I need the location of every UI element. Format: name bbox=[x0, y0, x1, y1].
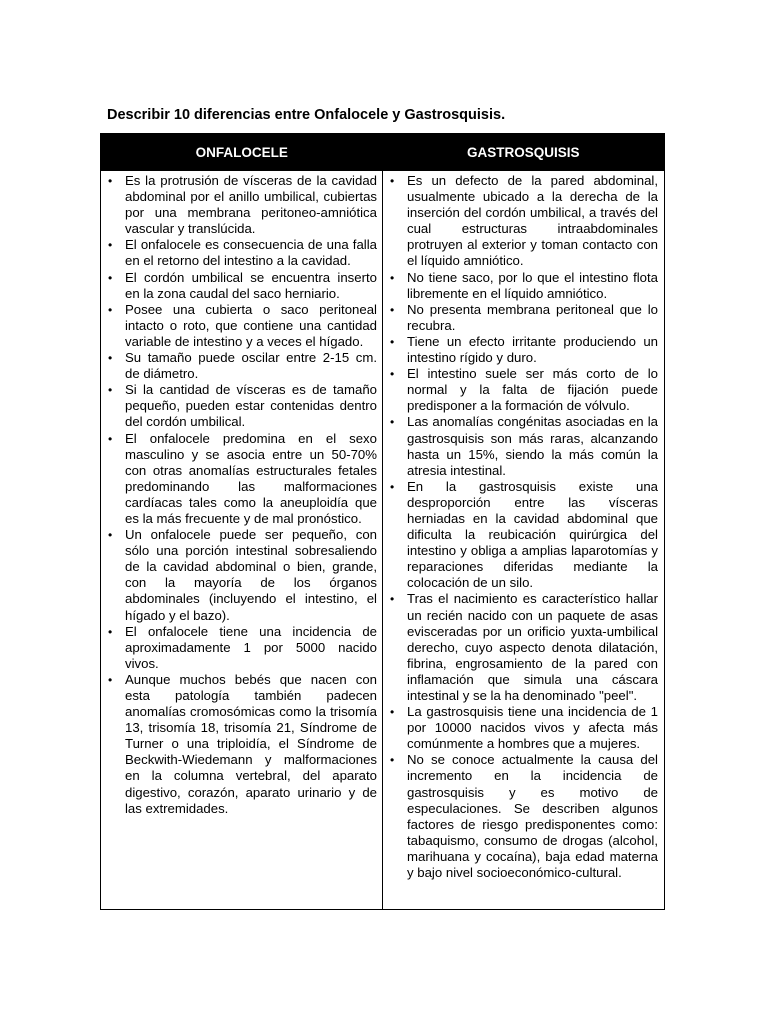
list-item: • No tiene saco, por lo que el intestino flota libremente en el líquido amniótico. bbox=[386, 270, 658, 302]
header-onfalocele: ONFALOCELE bbox=[195, 145, 288, 160]
list-item: • Es un defecto de la pared abdominal, usualmente ubicado a la derecha de la inserción del cordón umbilical, a través del cual estructuras intraabdominales protruyen al exterior y toman contacto con el líquido amniótico. bbox=[386, 173, 658, 270]
list-item: • El onfalocele es consecuencia de una falla en el retorno del intestino a la cavidad. bbox=[104, 237, 377, 269]
list-item: • En la gastrosquisis existe una desproporción entre las vísceras herniadas en la cavidad abdominal que dificulta la reubicación quirúrgica del intestino y obliga a amplias laparotomías y reparaciones diferidas mediante la colocación de un silo. bbox=[386, 479, 658, 592]
list-item: • Aunque muchos bebés que nacen con esta patología también padecen anomalías cromosómicas como la trisomía 13, trisomía 18, trisomía 21, Síndrome de Turner o una triploidía, el Síndrome de Beckwith-Wiedemann y malformaciones en la columna vertebral, del aparato digestivo, corazón, aparato urinario y de las extremidades. bbox=[104, 672, 377, 817]
list-item: • No se conoce actualmente la causa del incremento en la incidencia de gastrosquisis y es motivo de especulaciones. Se describen algunos factores de riesgo predisponentes como: tabaquismo, consumo de drogas (alcohol, marihuana y cocaína), baja edad materna y bajo nivel socioeconómico-cultural. bbox=[386, 752, 658, 881]
comparison-table bbox=[100, 133, 665, 910]
list-item: • Tras el nacimiento es característico hallar un recién nacido con un paquete de asas evisceradas por un orificio yuxta-umbilical derecho, cuyo aspecto denota dilatación, fibrina, engrosamiento de la pared con inflamación que simula una cáscara intestinal y se la ha denominado "peel". bbox=[386, 591, 658, 704]
table-body bbox=[101, 171, 664, 909]
list-item: • El cordón umbilical se encuentra inserto en la zona caudal del saco herniario. bbox=[104, 270, 377, 302]
list-item: • Tiene un efecto irritante produciendo un intestino rígido y duro. bbox=[386, 334, 658, 366]
onfalocele-column bbox=[101, 171, 383, 909]
list-item: • Es la protrusión de vísceras de la cavidad abdominal por el anillo umbilical, cubiertas por una membrana peritoneo-amniótica vascular y translúcida. bbox=[104, 173, 377, 237]
list-item: • Un onfalocele puede ser pequeño, con sólo una porción intestinal sobresaliendo de la cavidad abdominal o bien, grande, con la mayoría de los órganos abdominales (incluyendo el intestino, el hígado y el bazo). bbox=[104, 527, 377, 624]
list-item: • El intestino suele ser más corto de lo normal y la falta de fijación puede predisponer a la formación de vólvulo. bbox=[386, 366, 658, 414]
list-item: • El onfalocele predomina en el sexo masculino y se asocia entre un 50-70% con otras anomalías estructurales fetales predominando las malformaciones cardíacas tales como la aneuploidía que es la más frecuente y de mal pronóstico. bbox=[104, 431, 377, 528]
list-item: • Posee una cubierta o saco peritoneal intacto o roto, que contiene una cantidad variable de intestino y a veces el hígado. bbox=[104, 302, 377, 350]
table-header bbox=[101, 134, 664, 171]
header-gastrosquisis: GASTROSQUISIS bbox=[466, 145, 580, 160]
onfalocele-list bbox=[104, 173, 377, 817]
gastrosquisis-column bbox=[383, 171, 664, 909]
page-title: Describir 10 diferencias entre Onfalocele y Gastrosquisis. bbox=[107, 107, 506, 123]
list-item: • Su tamaño puede oscilar entre 2-15 cm. de diámetro. bbox=[104, 350, 377, 382]
list-item: • Si la cantidad de vísceras es de tamaño pequeño, pueden estar contenidas dentro del cordón umbilical. bbox=[104, 382, 377, 430]
list-item: • Las anomalías congénitas asociadas en la gastrosquisis son más raras, alcanzando hasta un 15%, siendo la más común la atresia intestinal. bbox=[386, 414, 658, 478]
list-item: • La gastrosquisis tiene una incidencia de 1 por 10000 nacidos vivos y afecta más comúnmente a hombres que a mujeres. bbox=[386, 704, 658, 752]
list-item: • El onfalocele tiene una incidencia de aproximadamente 1 por 5000 nacido vivos. bbox=[104, 624, 377, 672]
list-item: • No presenta membrana peritoneal que lo recubra. bbox=[386, 302, 658, 334]
gastrosquisis-list bbox=[386, 173, 658, 881]
